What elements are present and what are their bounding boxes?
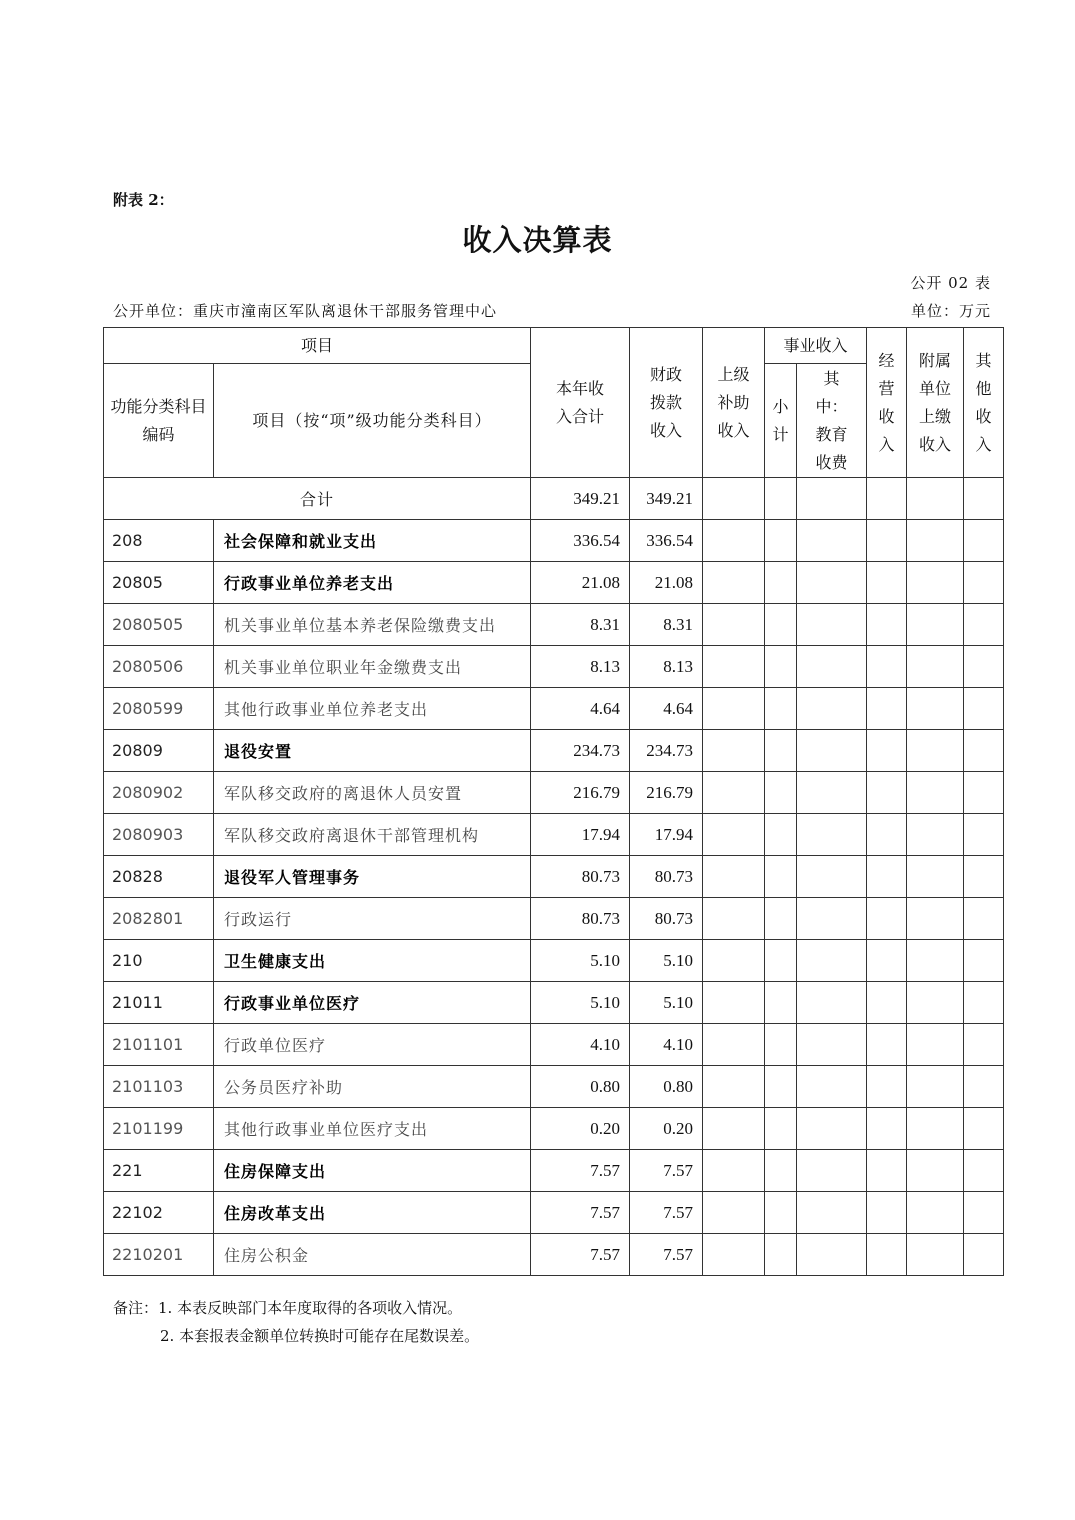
empty-cell — [907, 982, 964, 1024]
empty-cell — [907, 772, 964, 814]
empty-cell — [703, 982, 765, 1024]
header-other: 其他收入 — [964, 328, 1004, 478]
table-row — [104, 814, 1004, 856]
empty-cell — [867, 604, 907, 646]
table-row — [104, 982, 1004, 1024]
empty-cell — [907, 646, 964, 688]
row-code: 208 — [104, 520, 214, 562]
empty-cell — [703, 604, 765, 646]
empty-cell — [867, 730, 907, 772]
row-total-income: 234.73 — [531, 730, 630, 772]
empty-cell — [867, 772, 907, 814]
row-total-income: 216.79 — [531, 772, 630, 814]
empty-cell — [797, 688, 867, 730]
table-row — [104, 1108, 1004, 1150]
empty-cell — [907, 1066, 964, 1108]
empty-cell — [964, 940, 1004, 982]
row-code: 2101103 — [104, 1066, 214, 1108]
empty-cell — [964, 646, 1004, 688]
empty-cell — [907, 520, 964, 562]
empty-cell — [907, 1192, 964, 1234]
row-total-income: 4.10 — [531, 1024, 630, 1066]
empty-cell — [797, 730, 867, 772]
row-fiscal: 8.31 — [630, 604, 703, 646]
attachment-label: 附表 2： — [113, 191, 174, 209]
row-total-income: 0.80 — [531, 1066, 630, 1108]
table-number: 公开 02 表 — [910, 274, 991, 292]
row-code: 2101199 — [104, 1108, 214, 1150]
header-business: 事业收入 — [765, 328, 867, 364]
empty-cell — [765, 856, 797, 898]
empty-cell — [907, 688, 964, 730]
note-2: 2. 本套报表金额单位转换时可能存在尾数误差。 — [160, 1327, 480, 1345]
empty-cell — [964, 898, 1004, 940]
row-total-income: 7.57 — [531, 1192, 630, 1234]
table-body — [104, 478, 1004, 1276]
empty-cell — [765, 1108, 797, 1150]
row-code: 2080902 — [104, 772, 214, 814]
empty-cell — [964, 1024, 1004, 1066]
empty-cell — [964, 1234, 1004, 1276]
header-superior: 上级补助收入 — [703, 328, 765, 478]
empty-cell — [797, 562, 867, 604]
row-fiscal: 17.94 — [630, 814, 703, 856]
row-total-income: 7.57 — [531, 1234, 630, 1276]
row-name: 行政单位医疗 — [214, 1024, 531, 1066]
row-total-income: 0.20 — [531, 1108, 630, 1150]
page-title: 收入决算表 — [462, 223, 613, 257]
empty-cell — [703, 1066, 765, 1108]
row-name: 卫生健康支出 — [214, 940, 531, 982]
money-unit: 单位：万元 — [910, 302, 991, 320]
empty-cell — [797, 1150, 867, 1192]
row-fiscal: 4.64 — [630, 688, 703, 730]
empty-cell — [964, 856, 1004, 898]
row-fiscal: 5.10 — [630, 940, 703, 982]
table-row — [104, 1150, 1004, 1192]
total-label: 合计 — [104, 478, 531, 520]
header-edu-fee: 其中：教育收费 — [797, 364, 867, 478]
empty-cell — [907, 730, 964, 772]
table-header — [104, 328, 1004, 478]
row-name: 机关事业单位基本养老保险缴费支出 — [214, 604, 531, 646]
table-row — [104, 646, 1004, 688]
empty-cell — [867, 1066, 907, 1108]
table-row — [104, 1066, 1004, 1108]
row-name: 住房改革支出 — [214, 1192, 531, 1234]
empty-cell — [867, 1234, 907, 1276]
row-code: 210 — [104, 940, 214, 982]
row-name: 机关事业单位职业年金缴费支出 — [214, 646, 531, 688]
row-total-income: 80.73 — [531, 898, 630, 940]
empty-cell — [765, 730, 797, 772]
row-code: 2080505 — [104, 604, 214, 646]
header-operating: 经营收入 — [867, 328, 907, 478]
empty-cell — [797, 604, 867, 646]
empty-cell — [907, 940, 964, 982]
empty-cell — [765, 478, 797, 520]
row-total-income: 4.64 — [531, 688, 630, 730]
empty-cell — [797, 520, 867, 562]
table-row — [104, 1024, 1004, 1066]
row-name: 其他行政事业单位医疗支出 — [214, 1108, 531, 1150]
income-table — [103, 327, 1004, 1276]
row-code: 20828 — [104, 856, 214, 898]
row-code: 20809 — [104, 730, 214, 772]
empty-cell — [703, 940, 765, 982]
empty-cell — [867, 1150, 907, 1192]
row-fiscal: 0.20 — [630, 1108, 703, 1150]
empty-cell — [867, 898, 907, 940]
row-total-income: 21.08 — [531, 562, 630, 604]
row-total-income: 8.31 — [531, 604, 630, 646]
row-total-income: 8.13 — [531, 646, 630, 688]
empty-cell — [703, 1192, 765, 1234]
empty-cell — [797, 772, 867, 814]
table-row — [104, 730, 1004, 772]
empty-cell — [867, 982, 907, 1024]
empty-cell — [703, 772, 765, 814]
reporting-unit: 公开单位：重庆市潼南区军队离退休干部服务管理中心 — [113, 302, 498, 320]
empty-cell — [867, 1108, 907, 1150]
empty-cell — [765, 646, 797, 688]
empty-cell — [867, 688, 907, 730]
empty-cell — [703, 520, 765, 562]
empty-cell — [797, 646, 867, 688]
row-name: 军队移交政府的离退休人员安置 — [214, 772, 531, 814]
row-fiscal: 21.08 — [630, 562, 703, 604]
empty-cell — [907, 1108, 964, 1150]
row-name: 公务员医疗补助 — [214, 1066, 531, 1108]
empty-cell — [703, 562, 765, 604]
empty-cell — [765, 1024, 797, 1066]
empty-cell — [964, 772, 1004, 814]
empty-cell — [964, 982, 1004, 1024]
row-fiscal: 4.10 — [630, 1024, 703, 1066]
empty-cell — [907, 856, 964, 898]
row-name: 住房公积金 — [214, 1234, 531, 1276]
row-name: 军队移交政府离退休干部管理机构 — [214, 814, 531, 856]
empty-cell — [907, 478, 964, 520]
row-total-income: 336.54 — [531, 520, 630, 562]
row-fiscal: 7.57 — [630, 1150, 703, 1192]
table-row — [104, 520, 1004, 562]
header-subtotal: 小计 — [765, 364, 797, 478]
empty-cell — [765, 562, 797, 604]
table-row — [104, 1192, 1004, 1234]
row-code: 22102 — [104, 1192, 214, 1234]
row-total-income: 5.10 — [531, 982, 630, 1024]
empty-cell — [867, 562, 907, 604]
table-row — [104, 562, 1004, 604]
empty-cell — [907, 1150, 964, 1192]
empty-cell — [797, 1066, 867, 1108]
empty-cell — [797, 814, 867, 856]
empty-cell — [765, 1192, 797, 1234]
empty-cell — [765, 982, 797, 1024]
row-fiscal: 80.73 — [630, 898, 703, 940]
row-fiscal: 336.54 — [630, 520, 703, 562]
empty-cell — [797, 1192, 867, 1234]
empty-cell — [867, 1024, 907, 1066]
empty-cell — [703, 1024, 765, 1066]
empty-cell — [703, 898, 765, 940]
row-fiscal: 5.10 — [630, 982, 703, 1024]
empty-cell — [797, 478, 867, 520]
empty-cell — [964, 688, 1004, 730]
header-func-code: 功能分类科目编码 — [104, 364, 214, 478]
empty-cell — [703, 1234, 765, 1276]
table-row — [104, 688, 1004, 730]
empty-cell — [703, 1150, 765, 1192]
empty-cell — [703, 1108, 765, 1150]
empty-cell — [964, 814, 1004, 856]
row-code: 2080903 — [104, 814, 214, 856]
row-name: 住房保障支出 — [214, 1150, 531, 1192]
row-fiscal: 0.80 — [630, 1066, 703, 1108]
header-affiliated: 附属单位上缴收入 — [907, 328, 964, 478]
table-row — [104, 856, 1004, 898]
empty-cell — [964, 604, 1004, 646]
empty-cell — [964, 1192, 1004, 1234]
empty-cell — [765, 604, 797, 646]
total-row — [104, 478, 1004, 520]
empty-cell — [703, 856, 765, 898]
row-fiscal: 234.73 — [630, 730, 703, 772]
row-code: 2080506 — [104, 646, 214, 688]
total-income-value: 349.21 — [531, 478, 630, 520]
empty-cell — [765, 1150, 797, 1192]
row-total-income: 80.73 — [531, 856, 630, 898]
row-name: 行政运行 — [214, 898, 531, 940]
empty-cell — [797, 1234, 867, 1276]
empty-cell — [907, 1024, 964, 1066]
row-name: 行政事业单位医疗 — [214, 982, 531, 1024]
empty-cell — [964, 1066, 1004, 1108]
row-code: 20805 — [104, 562, 214, 604]
header-project: 项目 — [104, 328, 531, 364]
header-total-income: 本年收入合计 — [531, 328, 630, 478]
row-fiscal: 8.13 — [630, 646, 703, 688]
table-row — [104, 940, 1004, 982]
notes — [113, 1294, 479, 1350]
empty-cell — [867, 646, 907, 688]
empty-cell — [797, 982, 867, 1024]
row-name: 其他行政事业单位养老支出 — [214, 688, 531, 730]
empty-cell — [703, 814, 765, 856]
row-fiscal: 7.57 — [630, 1234, 703, 1276]
header-func-name: 项目（按“项”级功能分类科目） — [214, 364, 531, 478]
unit-line — [113, 300, 991, 320]
row-code: 221 — [104, 1150, 214, 1192]
empty-cell — [765, 520, 797, 562]
empty-cell — [703, 478, 765, 520]
table-row — [104, 1234, 1004, 1276]
empty-cell — [907, 814, 964, 856]
empty-cell — [765, 940, 797, 982]
empty-cell — [964, 520, 1004, 562]
row-total-income: 5.10 — [531, 940, 630, 982]
header-fiscal: 财政拨款收入 — [630, 328, 703, 478]
table-row — [104, 772, 1004, 814]
row-name: 社会保障和就业支出 — [214, 520, 531, 562]
empty-cell — [964, 1150, 1004, 1192]
empty-cell — [797, 898, 867, 940]
empty-cell — [964, 1108, 1004, 1150]
empty-cell — [703, 646, 765, 688]
empty-cell — [765, 772, 797, 814]
empty-cell — [964, 562, 1004, 604]
empty-cell — [907, 562, 964, 604]
row-name: 退役军人管理事务 — [214, 856, 531, 898]
empty-cell — [765, 898, 797, 940]
empty-cell — [907, 1234, 964, 1276]
table-row — [104, 604, 1004, 646]
row-code: 2082801 — [104, 898, 214, 940]
empty-cell — [797, 940, 867, 982]
row-code: 2101101 — [104, 1024, 214, 1066]
note-1: 备注：1. 本表反映部门本年度取得的各项收入情况。 — [113, 1299, 463, 1317]
empty-cell — [797, 1024, 867, 1066]
empty-cell — [797, 1108, 867, 1150]
row-name: 退役安置 — [214, 730, 531, 772]
row-fiscal: 80.73 — [630, 856, 703, 898]
empty-cell — [907, 604, 964, 646]
total-fiscal-value: 349.21 — [630, 478, 703, 520]
empty-cell — [867, 1192, 907, 1234]
empty-cell — [867, 520, 907, 562]
empty-cell — [765, 1234, 797, 1276]
empty-cell — [765, 1066, 797, 1108]
empty-cell — [703, 730, 765, 772]
empty-cell — [765, 688, 797, 730]
empty-cell — [907, 898, 964, 940]
row-fiscal: 7.57 — [630, 1192, 703, 1234]
empty-cell — [703, 688, 765, 730]
row-code: 2210201 — [104, 1234, 214, 1276]
empty-cell — [797, 856, 867, 898]
empty-cell — [867, 814, 907, 856]
table-row — [104, 898, 1004, 940]
row-code: 21011 — [104, 982, 214, 1024]
row-name: 行政事业单位养老支出 — [214, 562, 531, 604]
empty-cell — [964, 478, 1004, 520]
empty-cell — [867, 856, 907, 898]
row-fiscal: 216.79 — [630, 772, 703, 814]
row-total-income: 17.94 — [531, 814, 630, 856]
empty-cell — [867, 478, 907, 520]
row-code: 2080599 — [104, 688, 214, 730]
empty-cell — [867, 940, 907, 982]
empty-cell — [964, 730, 1004, 772]
empty-cell — [765, 814, 797, 856]
row-total-income: 7.57 — [531, 1150, 630, 1192]
